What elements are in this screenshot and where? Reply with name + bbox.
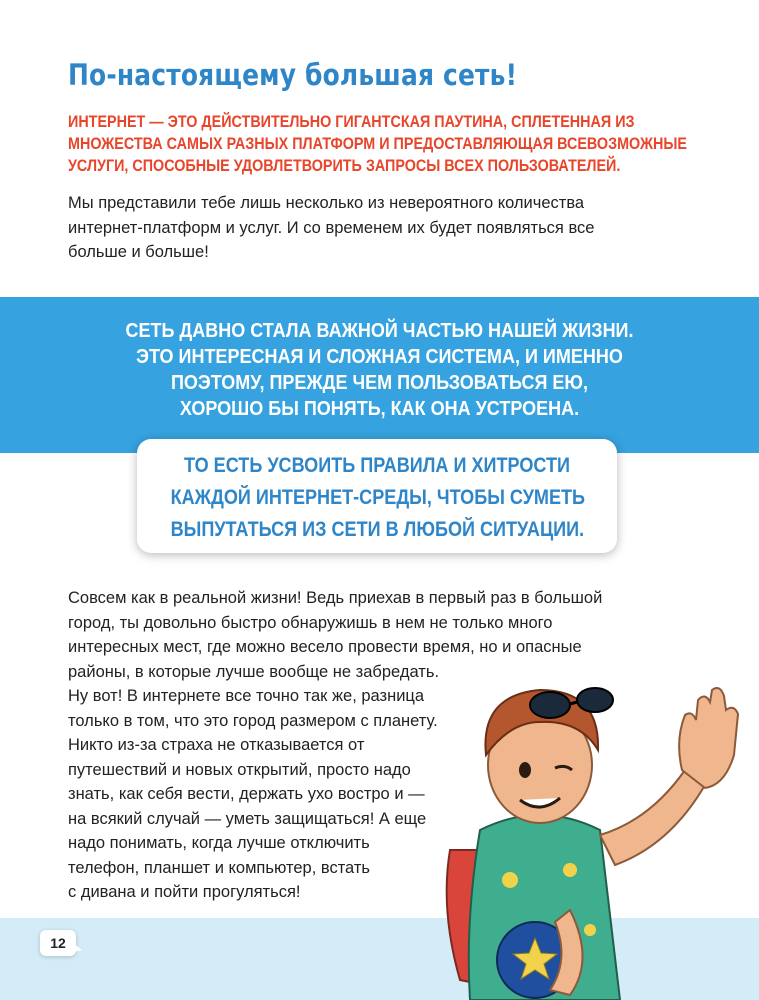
banner-text xyxy=(0,318,759,422)
body-line: Ну вот! В интернете все точно так же, разница xyxy=(68,687,425,705)
body-line: только в том, что это город размером с планету. xyxy=(68,711,438,730)
body-line: надо понимать, когда лучше отключить xyxy=(68,834,370,852)
banner-line: ПОЭТОМУ, ПРЕЖДЕ ЧЕМ ПОЛЬЗОВАТЬСЯ ЕЮ, xyxy=(170,372,589,394)
lead-line: ИНТЕРНЕТ — ЭТО ДЕЙСТВИТЕЛЬНО ГИГАНТСКАЯ ПАУТИНА, СПЛЕТЕННАЯ ИЗ xyxy=(68,113,635,131)
waving-boy-illustration xyxy=(420,660,759,1000)
lead-line: МНОЖЕСТВА САМЫХ РАЗНЫХ ПЛАТФОРМ И ПРЕДОСТАВЛЯЮЩАЯ ВСЕВОЗМОЖНЫЕ xyxy=(68,135,688,153)
callout-line: ТО ЕСТЬ УСВОИТЬ ПРАВИЛА И ХИТРОСТИ xyxy=(183,454,571,477)
body-line: районы, в которые лучше вообще не забредать. xyxy=(68,662,440,681)
banner-line: ХОРОШО БЫ ПОНЯТЬ, КАК ОНА УСТРОЕНА. xyxy=(179,398,580,420)
body-line: с дивана и пойти прогуляться! xyxy=(68,883,301,901)
body-line: знать, как себя вести, держать ухо востро и — xyxy=(68,785,425,803)
body-line: путешествий и новых открытий, просто надо xyxy=(68,760,411,779)
body-line: город, ты довольно быстро обнаружишь в нем не только много xyxy=(68,613,553,632)
intro-paragraph xyxy=(68,191,594,265)
body-line: телефон, планшет и компьютер, встать xyxy=(68,858,371,877)
lead-line: УСЛУГИ, СПОСОБНЫЕ УДОВЛЕТВОРИТЬ ЗАПРОСЫ ВСЕХ ПОЛЬЗОВАТЕЛЕЙ. xyxy=(68,157,621,175)
body-line: Совсем как в реальной жизни! Ведь приехав в первый раз в большой xyxy=(68,589,603,607)
intro-line: Мы представили тебе лишь несколько из невероятного количества xyxy=(68,194,585,212)
body-line: Никто из-за страха не отказывается от xyxy=(68,736,365,754)
page-title: По-настоящему большая сеть! xyxy=(68,58,518,92)
banner-line: СЕТЬ ДАВНО СТАЛА ВАЖНОЙ ЧАСТЬЮ НАШЕЙ ЖИЗНИ. xyxy=(125,320,634,342)
waving-hand-icon xyxy=(679,688,738,788)
lead-paragraph xyxy=(68,111,694,177)
banner-line: ЭТО ИНТЕРЕСНАЯ И СЛОЖНАЯ СИСТЕМА, И ИМЕННО xyxy=(136,346,623,368)
page-number: 12 xyxy=(50,935,66,951)
callout-line: КАЖДОЙ ИНТЕРНЕТ-СРЕДЫ, ЧТОБЫ СУМЕТЬ xyxy=(170,486,586,509)
callout-text xyxy=(137,450,617,546)
raised-arm-icon xyxy=(600,770,705,865)
body-line: на всякий случай — уметь защищаться! А еще xyxy=(68,809,427,828)
intro-line: больше и больше! xyxy=(68,243,209,261)
callout-line: ВЫПУТАТЬСЯ ИЗ СЕТИ В ЛЮБОЙ СИТУАЦИИ. xyxy=(170,518,585,541)
intro-line: интернет-платформ и услуг. И со временем их будет появляться все xyxy=(68,218,595,237)
body-line: интересных мест, где можно весело провести время, но и опасные xyxy=(68,638,582,656)
